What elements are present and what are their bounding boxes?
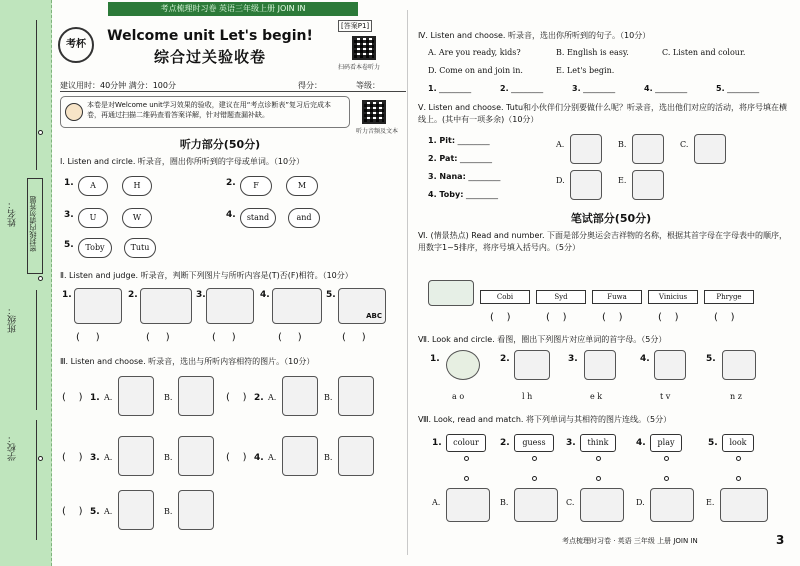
answer-paren[interactable]: ( ) <box>342 332 366 343</box>
word-box[interactable]: guess <box>514 434 554 452</box>
item-number: 4. <box>640 354 650 364</box>
item-number: 1. <box>64 178 74 188</box>
train-engine-picture <box>428 280 474 306</box>
qr-code-icon[interactable] <box>362 100 386 124</box>
option-e-label: E. <box>706 498 715 507</box>
train-car: Fuwa <box>592 290 642 304</box>
question-7-title: Ⅶ. Look and circle. 看图，圈出下列图片对应单词的首字母。（5分） <box>418 335 667 344</box>
answer-blank[interactable]: 1. ________ <box>428 84 472 93</box>
train-car: Cobi <box>480 290 530 304</box>
item-number: 2. <box>500 354 510 364</box>
answer-paren[interactable]: ( ) <box>212 332 236 343</box>
item-number: 2. <box>128 290 138 300</box>
page-number: 3 <box>776 533 785 547</box>
match-dot[interactable] <box>464 476 469 481</box>
answer-paren[interactable]: ( ) <box>546 312 567 323</box>
abc-label: ABC <box>366 312 382 320</box>
option-cloud[interactable]: U <box>78 208 108 228</box>
apple-picture <box>446 350 480 380</box>
grade-label: 等级： <box>356 81 380 90</box>
option-a-label: A. <box>432 498 441 507</box>
match-picture <box>650 488 694 522</box>
item-number: 2. <box>226 178 236 188</box>
answer-paren[interactable]: ( ) <box>278 332 302 343</box>
section-written-title: 笔试部分(50分) <box>570 212 652 225</box>
qr-code-icon[interactable] <box>352 36 376 60</box>
option-a-label: A. <box>104 393 113 402</box>
match-picture <box>580 488 624 522</box>
letter-choice[interactable]: e k <box>590 392 603 401</box>
match-dot[interactable] <box>532 476 537 481</box>
kids-picture <box>140 288 192 324</box>
option-cloud[interactable]: Toby <box>78 238 112 258</box>
tiger-picture <box>654 350 686 380</box>
item-number: 3. <box>566 438 576 448</box>
zebra-picture <box>722 350 756 380</box>
option-b-label: B. <box>164 507 173 516</box>
match-dot[interactable] <box>664 476 669 481</box>
answer-paren[interactable]: ( ) <box>226 392 247 403</box>
option-b-picture[interactable] <box>178 490 214 530</box>
match-dot[interactable] <box>596 456 601 461</box>
option-a-picture[interactable] <box>118 490 154 530</box>
train-car: Syd <box>536 290 586 304</box>
option-cloud[interactable]: and <box>288 208 320 228</box>
option-a-label: A. <box>104 453 113 462</box>
question-3-title: Ⅲ. Listen and choose. 听录音，选出与所听内容相符的图片。（10分） <box>60 357 315 366</box>
match-dot[interactable] <box>736 456 741 461</box>
name-blank[interactable]: 4. Toby: ________ <box>428 190 498 199</box>
name-blank[interactable]: 1. Pit: ________ <box>428 136 490 145</box>
school-field-line <box>36 420 37 540</box>
answer-paren[interactable]: ( ) <box>146 332 170 343</box>
page-gutter <box>407 10 408 555</box>
item-number: 3. <box>196 290 206 300</box>
name-field-line <box>36 20 37 170</box>
item-number: 4. <box>254 453 264 463</box>
option-cloud[interactable]: W <box>122 208 152 228</box>
answer-page-tag: [答案P1] <box>338 20 372 32</box>
answer-paren[interactable]: ( ) <box>602 312 623 323</box>
name-blank[interactable]: 3. Nana: ________ <box>428 172 501 181</box>
answer-paren[interactable]: ( ) <box>714 312 735 323</box>
item-number: 4. <box>226 210 236 220</box>
question-5-title: Ⅴ. Listen and choose. Tutu和小伙伴们分别要做什么呢？听录音，选出他们对应的活动，将序号填在横线上。(其中有一项多余)（10分） <box>418 103 788 124</box>
match-dot[interactable] <box>664 456 669 461</box>
option-sentence: B. English is easy. <box>556 48 629 57</box>
answer-paren[interactable]: ( ) <box>62 506 83 517</box>
instruction-note <box>60 96 350 128</box>
activity-picture <box>570 134 602 164</box>
option-a-picture[interactable] <box>282 376 318 416</box>
match-dot[interactable] <box>736 476 741 481</box>
activity-picture <box>632 134 664 164</box>
word-box[interactable]: play <box>650 434 682 452</box>
item-number: 1. <box>90 393 100 403</box>
letter-choice[interactable]: l h <box>522 392 533 401</box>
item-number: 4. <box>260 290 270 300</box>
option-b-label: B. <box>164 453 173 462</box>
item-number: 1. <box>432 438 442 448</box>
option-sentence: A. Are you ready, kids? <box>428 48 521 57</box>
option-c-label: C. <box>566 498 575 507</box>
answer-paren[interactable]: ( ) <box>62 392 83 403</box>
option-cloud[interactable]: H <box>122 176 152 196</box>
word-box[interactable]: colour <box>446 434 486 452</box>
option-b-label: B. <box>500 498 509 507</box>
answer-paren[interactable]: ( ) <box>76 332 100 343</box>
page-title: 综合过关验收卷 <box>153 48 266 66</box>
item-number: 3. <box>90 453 100 463</box>
answer-blank[interactable]: 3. ________ <box>572 84 616 93</box>
answer-paren[interactable]: ( ) <box>490 312 511 323</box>
option-d-label: D. <box>556 176 565 185</box>
top-banner: 考点梳理时习卷 英语三年级上册 JOIN IN <box>108 2 358 16</box>
teacher-avatar-icon <box>65 103 83 121</box>
answer-paren[interactable]: ( ) <box>658 312 679 323</box>
match-picture <box>720 488 768 522</box>
activity-picture <box>570 170 602 200</box>
match-dot[interactable] <box>596 476 601 481</box>
item-number: 2. <box>500 438 510 448</box>
option-cloud[interactable]: M <box>286 176 318 196</box>
option-a-picture[interactable] <box>118 376 154 416</box>
letter-choice[interactable]: n z <box>730 392 742 401</box>
class-field-line <box>36 290 37 410</box>
match-picture <box>514 488 558 522</box>
girl-picture <box>206 288 254 324</box>
option-d-label: D. <box>636 498 645 507</box>
time-info: 建议用时：40分钟 满分：100分 <box>60 81 176 90</box>
option-sentence: D. Come on and join in. <box>428 66 523 75</box>
divider <box>60 91 406 92</box>
train-car: Vinicius <box>648 290 698 304</box>
score-label: 得分： <box>298 81 322 90</box>
girl-waving-picture <box>74 288 122 324</box>
option-b-picture[interactable] <box>178 376 214 416</box>
option-c-label: C. <box>680 140 689 149</box>
match-dot[interactable] <box>532 456 537 461</box>
instruction-note-text: 本卷是对Welcome unit学习效果的验收，建议在用“考点诊断表”复习后完成本卷，再通过扫描二维码查看答案详解，针对错题查漏补缺。 <box>87 101 332 119</box>
item-number: 3. <box>64 210 74 220</box>
option-cloud[interactable]: stand <box>240 208 276 228</box>
activity-picture <box>694 134 726 164</box>
letter-choice[interactable]: a o <box>452 392 465 401</box>
elephant-picture <box>584 350 616 380</box>
letter-choice[interactable]: t v <box>660 392 671 401</box>
item-number: 5. <box>90 507 100 517</box>
word-box[interactable]: look <box>722 434 754 452</box>
option-b-label: B. <box>164 393 173 402</box>
answer-blank[interactable]: 4. ________ <box>644 84 688 93</box>
name-blank[interactable]: 2. Pat: ________ <box>428 154 493 163</box>
question-6-title: Ⅵ. (情景热点) Read and number. 下面是部分奥运会吉祥物的名称，根据其首字母在字母表中的顺序，用数字1~5排序，将序号填入括号内。（5分） <box>418 231 788 252</box>
answer-paren[interactable]: ( ) <box>62 452 83 463</box>
page-footer: 考点梳理时习卷 · 英语 三年级 上册 JOIN IN <box>562 537 698 545</box>
match-dot[interactable] <box>464 456 469 461</box>
option-a-label: A. <box>556 140 565 149</box>
option-a-label: A. <box>268 453 277 462</box>
item-number: 5. <box>64 240 74 250</box>
option-a-picture[interactable] <box>118 436 154 476</box>
option-a-label: A. <box>268 393 277 402</box>
item-number: 1. <box>430 354 440 364</box>
item-number: 3. <box>568 354 578 364</box>
horse-picture <box>514 350 550 380</box>
qr-caption: 扫码看本卷听力 <box>338 64 381 71</box>
item-number: 5. <box>708 438 718 448</box>
school-label: 学校： <box>8 434 18 461</box>
binding-strip <box>0 0 52 566</box>
option-a-picture[interactable] <box>282 436 318 476</box>
binding-hole <box>38 456 43 461</box>
option-e-label: E. <box>618 176 627 185</box>
item-number: 5. <box>706 354 716 364</box>
option-b-picture[interactable] <box>338 376 374 416</box>
option-cloud[interactable]: Tutu <box>124 238 156 258</box>
item-number: 5. <box>326 290 336 300</box>
abc-board-picture <box>338 288 386 324</box>
option-b-label: B. <box>324 453 333 462</box>
match-picture <box>446 488 490 522</box>
seal-line-note: 密封线内请勿答题 <box>27 178 43 274</box>
name-label: 姓名： <box>8 200 18 227</box>
option-cloud[interactable]: F <box>240 176 272 196</box>
question-8-title: Ⅷ. Look, read and match. 将下列单词与其相符的图片连线。（5分） <box>418 415 672 424</box>
binding-hole <box>38 276 43 281</box>
answer-blank[interactable]: 2. ________ <box>500 84 544 93</box>
answer-blank[interactable]: 5. ________ <box>716 84 760 93</box>
option-cloud[interactable]: A <box>78 176 108 196</box>
binding-hole <box>38 130 43 135</box>
qr-caption: 听力音频及文本 <box>356 128 399 135</box>
class-label: 班级： <box>8 306 18 333</box>
option-a-label: A. <box>104 507 113 516</box>
option-b-picture[interactable] <box>338 436 374 476</box>
option-b-label: B. <box>618 140 627 149</box>
train-car: Phryge <box>704 290 754 304</box>
question-4-title: Ⅳ. Listen and choose. 听录音，选出你所听到的句子。（10分） <box>418 31 651 40</box>
word-box[interactable]: think <box>580 434 616 452</box>
option-b-picture[interactable] <box>178 436 214 476</box>
section-listening-title: 听力部分(50分) <box>179 138 261 151</box>
unit-title: Welcome unit Let's begin! <box>107 28 313 44</box>
activity-picture <box>632 170 664 200</box>
option-sentence: C. Listen and colour. <box>662 48 746 57</box>
answer-paren[interactable]: ( ) <box>226 452 247 463</box>
item-number: 4. <box>636 438 646 448</box>
publisher-logo: 考杯 <box>58 27 94 63</box>
option-b-label: B. <box>324 393 333 402</box>
item-number: 2. <box>254 393 264 403</box>
boy-picture <box>272 288 322 324</box>
option-sentence: E. Let's begin. <box>556 66 615 75</box>
item-number: 1. <box>62 290 72 300</box>
question-2-title: Ⅱ. Listen and judge. 听录音，判断下列图片与所听内容是(T)否(F)相符。（10分） <box>60 271 353 280</box>
question-1-title: Ⅰ. Listen and circle. 听录音，圈出你所听到的字母或单词。（10分） <box>60 157 305 166</box>
